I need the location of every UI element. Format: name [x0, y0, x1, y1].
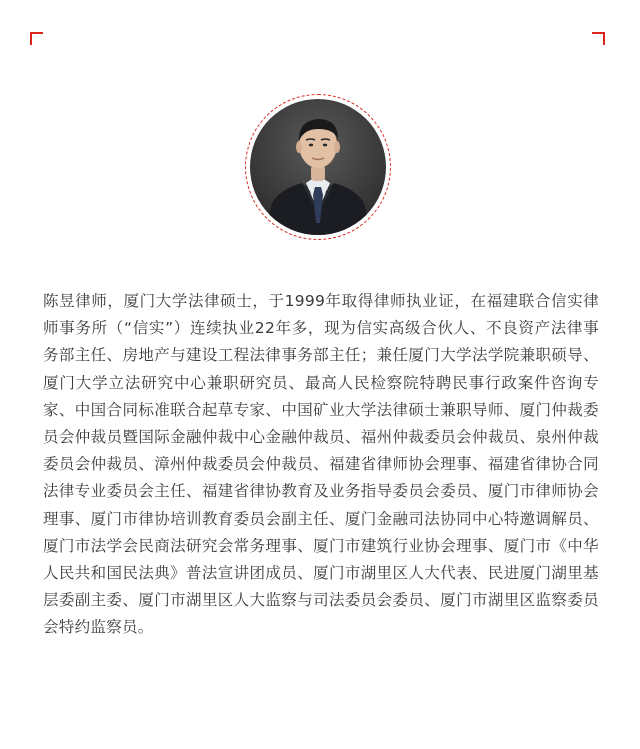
lawyer-portrait-photo	[250, 99, 386, 235]
corner-bracket-top-left	[30, 32, 43, 45]
lawyer-biography: 陈昱律师，厦门大学法律硕士，于1999年取得律师执业证，在福建联合信实律师事务所（“信实”）连续执业22年多，现为信实高级合伙人、不良资产法律事务部主任、房地产与建设工程法律事务部主任；兼任厦门大学法学院兼职硕导、厦门大学立法研究中心兼职研究员、最高人民检察院特聘民事行政案件咨询专家、中国合同标准联合起草专家、中国矿业大学法律硕士兼职导师、厦门仲裁委员会仲裁员暨国际金融仲裁中心金融仲裁员、福州仲裁委员会仲裁员、泉州仲裁委员会仲裁员、漳州仲裁委员会仲裁员、福建省律师协会理事、福建省律协合同法律专业委员会主任、福建省律协教育及业务指导委员会委员、厦门市律师协会理事、厦门市律协培训教育委员会副主任、厦门金融司法协同中心特邀调解员、厦门市法学会民商法研究会常务理事、厦门市建筑行业协会理事、厦门市《中华人民共和国民法典》普法宣讲团成员、厦门市湖里区人大代表、民进厦门湖里基层委副主委、厦门市湖里区人大监察与司法委员会委员、厦门市湖里区监察委员会特约监察员。	[43, 292, 599, 637]
corner-bracket-top-right	[592, 32, 605, 45]
